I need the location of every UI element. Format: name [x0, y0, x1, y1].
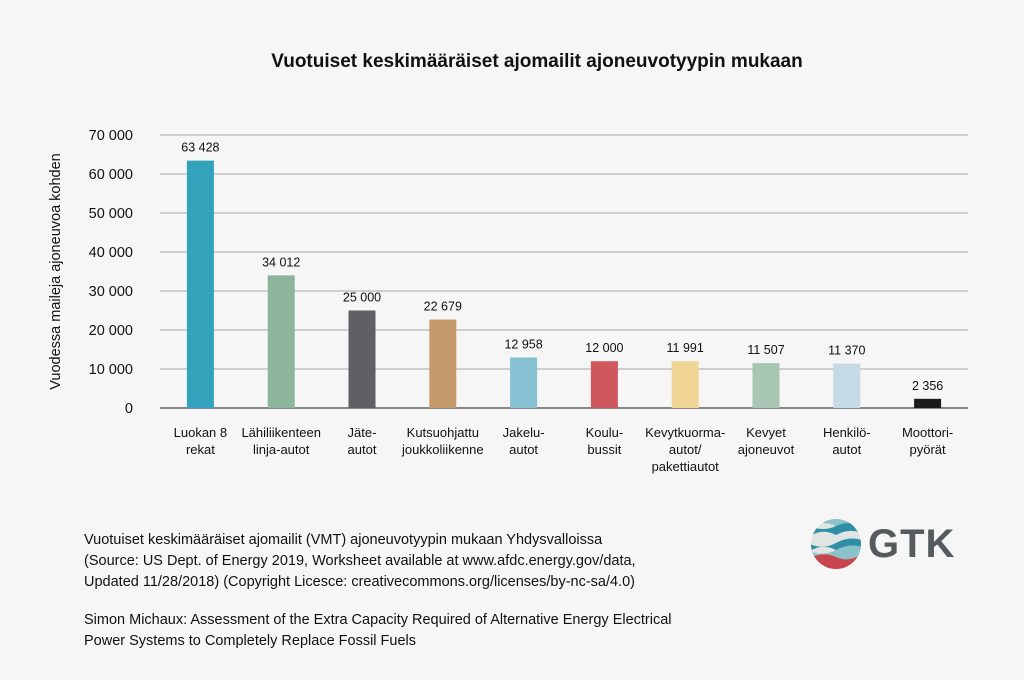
source-line: Vuotuiset keskimääräiset ajomailit (VMT) ajoneuvotyypin mukaan Yhdysvalloissa	[84, 532, 603, 548]
bar-value-label: 12 000	[585, 341, 624, 356]
source-note	[84, 530, 784, 593]
x-tick-label: Kutsuohjattu	[406, 425, 479, 440]
x-tick-label: autot	[832, 442, 862, 457]
x-tick-label: autot	[347, 442, 377, 457]
x-tick-label: pyörät	[909, 442, 946, 457]
x-tick-label: joukkoliikenne	[401, 442, 484, 457]
bar-value-label: 11 991	[666, 341, 704, 356]
x-tick-label: Henkilö-	[822, 425, 871, 440]
x-tick-label: Jäte-	[347, 425, 377, 440]
bar	[187, 161, 214, 408]
bar	[833, 364, 860, 408]
y-tick-label: 40 000	[88, 245, 133, 261]
x-tick-label: Luokan 8	[173, 425, 228, 440]
x-tick-label: autot	[509, 442, 539, 457]
source-line: Updated 11/28/2018) (Copyright Licesce: creativecommons.org/licenses/by-nc-sa/4.0)	[84, 574, 635, 590]
bar-value-label: 12 958	[504, 337, 543, 352]
x-tick-label: autot/	[668, 442, 702, 457]
bar-value-label: 11 370	[828, 343, 866, 358]
bar-value-label: 22 679	[423, 299, 462, 314]
x-tick-label: Moottori-	[901, 425, 954, 440]
y-tick-label: 60 000	[88, 167, 133, 183]
y-tick-label: 20 000	[88, 323, 133, 339]
bar-value-label: 11 507	[747, 343, 785, 358]
bar-value-label: 63 428	[181, 140, 220, 155]
source-line: (Source: US Dept. of Energy 2019, Worksheet available at www.afdc.energy.gov/data,	[84, 553, 636, 569]
x-tick-label: Lähiliikenteen	[241, 425, 321, 440]
chart-title: Vuotuiset keskimääräiset ajomailit ajoneuvotyypin mukaan	[271, 51, 803, 72]
x-tick-label: Kevytkuorma-	[645, 425, 726, 440]
y-axis-label: Vuodessa maileja ajoneuvoa kohden	[48, 153, 64, 390]
x-tick-label: Kevyet	[746, 425, 786, 440]
x-tick-label: linja-autot	[253, 442, 310, 457]
bar	[268, 275, 295, 408]
x-tick-label: Jakelu-	[502, 425, 545, 440]
citation-line: Simon Michaux: Assessment of the Extra Capacity Required of Alternative Energy Electrical	[84, 612, 672, 628]
y-tick-label: 70 000	[88, 128, 133, 144]
bar	[672, 361, 699, 408]
bar-value-label: 34 012	[262, 255, 301, 270]
x-tick-label: rekat	[185, 442, 215, 457]
gtk-wave-logo-icon	[810, 518, 862, 570]
gtk-logo	[810, 518, 980, 574]
bar	[914, 399, 941, 408]
bar	[591, 361, 618, 408]
x-tick-label: Koulu-	[585, 425, 624, 440]
y-tick-label: 30 000	[88, 284, 133, 300]
y-tick-label: 10 000	[88, 362, 133, 378]
y-tick-label: 0	[124, 401, 133, 417]
citation-line: Power Systems to Completely Replace Fossil Fuels	[84, 633, 417, 649]
citation-note	[84, 610, 784, 652]
logo-text: GTK	[868, 522, 956, 566]
bar	[753, 363, 780, 408]
x-tick-label: bussit	[587, 442, 622, 457]
y-tick-label: 50 000	[88, 206, 133, 222]
x-tick-label: ajoneuvot	[737, 442, 795, 457]
x-tick-label: pakettiautot	[651, 459, 719, 474]
bar	[510, 357, 537, 408]
bar-value-label: 25 000	[342, 290, 382, 305]
bar	[349, 311, 376, 409]
bar	[429, 320, 456, 408]
bar-value-label: 2 356	[911, 378, 944, 393]
